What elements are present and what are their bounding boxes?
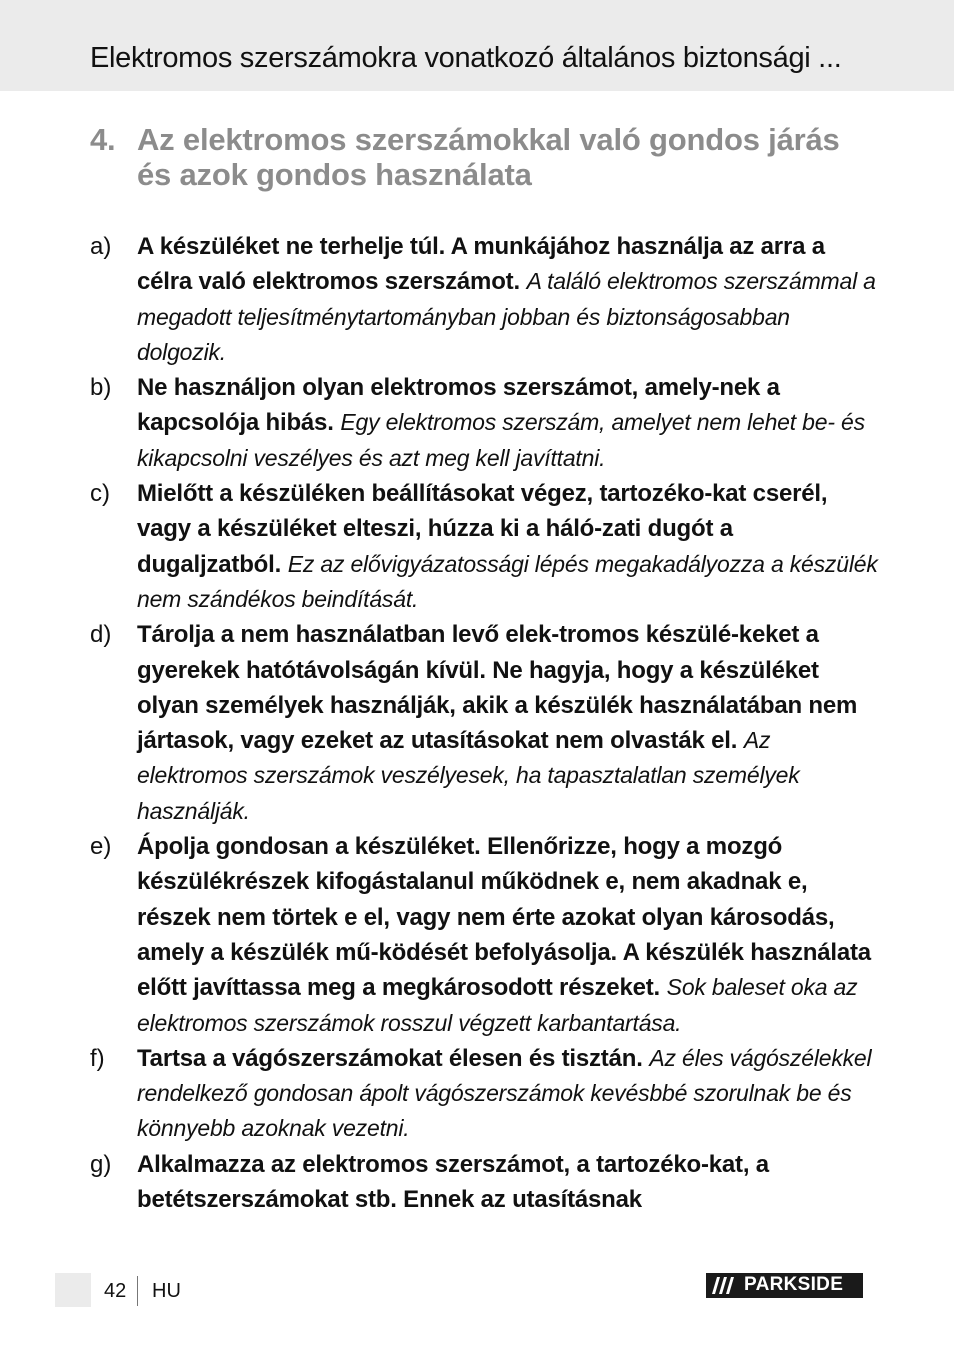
list-item [90,370,880,476]
item-label: b) [90,374,112,402]
item-label: a) [90,233,112,260]
item-explanation: Ez az elővigyázatossági lépés megakadályozza a készülék nem szándékos beindítását. [137,550,878,612]
instruction-list [90,229,880,1217]
list-item [90,229,880,370]
item-explanation: Az elektromos szerszámok veszélyesek, ha tapasztalatlan személyek használják. [137,727,800,824]
item-label: f) [90,1044,105,1072]
brand-logo [706,1273,863,1298]
footer-divider [137,1276,138,1306]
item-instruction: A készüléket ne terhelje túl. A munkájához használja az arra a célra való elektromos szerszámot. [137,233,825,296]
item-explanation: A találó elektromos szerszámmal a megadott teljesítménytartományban jobban és biztonságosabban dolgozik. [137,268,876,365]
section-number: 4. [90,122,116,157]
item-instruction: Tárolja a nem használatban levő elek-tromos készülé-keket a gyerekek hatótávolságán kívül. Ne hagyja, hogy a készüléket olyan személyek használják, akik a készülék használatában nem jártasok, vagy ezeket az utasításokat nem olvasták el. [137,621,858,755]
brand-name: PARKSIDE [744,1274,844,1295]
footer-tab-marker [55,1273,91,1307]
item-label: c) [90,480,110,508]
list-item [90,1147,880,1218]
item-label: e) [90,833,112,861]
item-instruction: Tartsa a vágószerszámokat élesen és tisztán. [137,1044,643,1072]
item-instruction: Alkalmazza az elektromos szerszámot, a tartozéko-kat, a betétszerszámokat stb. Ennek az utasításnak [137,1150,769,1214]
item-label: g) [90,1150,112,1178]
list-item [90,829,880,1041]
page-number: 42 [104,1280,127,1302]
item-instruction: Mielőtt a készüléken beállításokat végez, tartozéko-kat cserél, vagy a készüléket elteszi, húzza ki a háló-zati dugót a dugaljzatból. [137,480,828,578]
list-item [90,476,880,617]
item-instruction: Ápolja gondosan a készüléket. Ellenőrizze, hogy a mozgó készülékrészek kifogástalanul működnek e, nem akadnak e, részek nem törtek e el, vagy nem érte azokat olyan károsodás, amely a készülék mű-ködését befolyásolja. A készülék használata előtt javíttassa meg a megkárosodott részeket. [137,833,871,1002]
item-instruction: Ne használjon olyan elektromos szerszámot, amely-nek a kapcsolója hibás. [137,374,780,437]
language-code: HU [152,1280,181,1302]
item-explanation: Sok baleset oka az elektromos szerszámok rosszul végzett karbantartása. [137,974,858,1036]
section-heading [90,122,880,192]
list-item [90,1041,880,1147]
logo-stripes-icon [706,1273,746,1298]
item-explanation: Az éles vágószélekkel rendelkező gondosan ápolt vágószerszámok kevésbbé szorulnak be és könnyebb azoknak vezetni. [137,1044,872,1142]
item-label: d) [90,621,112,649]
section-title: Az elektromos szerszámokkal való gondos járás és azok gondos használata [137,122,840,192]
list-item [90,617,880,829]
page-header-title: Elektromos szerszámokra vonatkozó általános biztonsági ... [90,42,842,74]
item-explanation: Egy elektromos szerszám, amelyet nem lehet be- és kikapcsolni veszélyes és azt meg kell javíttatni. [137,409,865,471]
